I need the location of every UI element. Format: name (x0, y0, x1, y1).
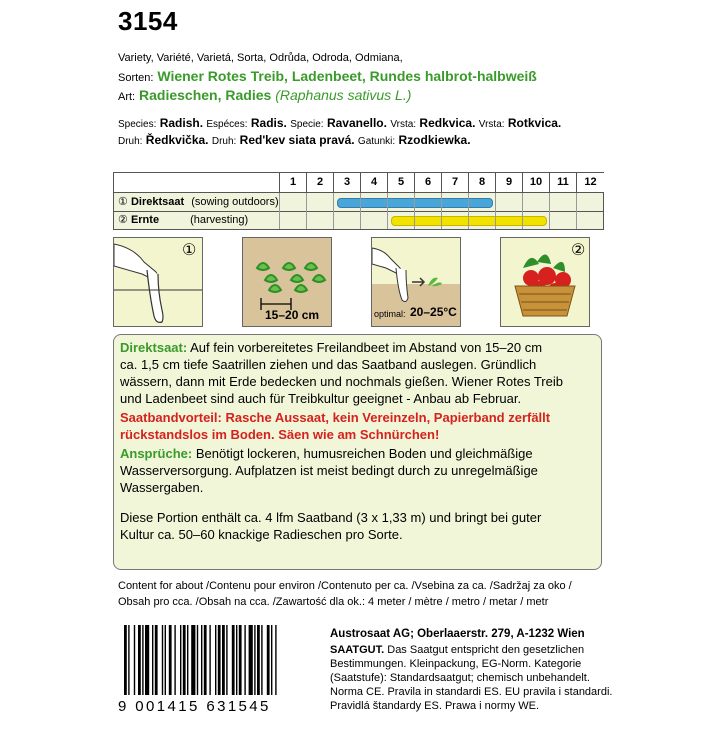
barcode-bar (239, 625, 242, 695)
harvest-step-marker: ② (571, 242, 586, 259)
ansprueche-paragraph (120, 445, 595, 496)
art-value: Radieschen, Radies (139, 87, 272, 103)
sowing-step-marker: ① (182, 242, 197, 259)
sowing-note: (sowing outdoors) (191, 196, 279, 208)
barcode-bar (145, 625, 149, 695)
species-value-fr: Radis. (250, 116, 287, 130)
barcode-bar (236, 625, 237, 695)
barcode-bar (152, 625, 153, 695)
barcode-bar (226, 625, 227, 695)
spacing-text: 15–20 cm (265, 308, 320, 322)
barcode-bar (134, 625, 135, 695)
saatgut-line-1 (330, 644, 584, 656)
barcode-bar (169, 625, 172, 695)
species-label-it: Specie: (290, 119, 324, 130)
saatgut-line-3: (Saatstufe): Standardsaatgut; chemisch unbehandelt. (330, 672, 590, 684)
druh-label-sk: Druh: (211, 136, 237, 147)
barcode-bar (174, 625, 175, 695)
variety-line: Variety, Variété, Varietá, Sorta, Odrůda, Odroda, Odmiana, (118, 52, 403, 64)
portion-line-1: Diese Portion enthält ca. 4 lfm Saatband (3 x 1,33 m) und bringt bei guter (120, 510, 542, 525)
barcode-bar (257, 625, 260, 695)
barcode-bar (244, 625, 245, 695)
portion-paragraph (120, 509, 595, 543)
druh-value-sk: Red'kev siata pravá. (239, 133, 355, 147)
panel-harvest (500, 237, 590, 327)
calendar-gridline (306, 193, 307, 229)
barcode-bar (197, 625, 198, 695)
saatgut-text-1: Das Saatgut entspricht den gesetzlichen (384, 644, 585, 656)
panel-temperature (371, 237, 461, 327)
harvest-note: (harvesting) (190, 214, 249, 226)
sorten-value: Wiener Rotes Treib, Ladenbeet, Rundes halbrot-halbweiß (157, 68, 537, 84)
calendar-gridline (333, 193, 334, 229)
ansprueche-line-1: Benötigt lockeren, humusreichen Boden und gleichmäßige (195, 446, 533, 461)
month-cell: 8 (468, 173, 495, 192)
saatgut-head: SAATGUT. (330, 644, 385, 656)
panel-spacing (242, 237, 332, 327)
calendar-gridline (387, 193, 388, 229)
temp-prefix: optimal: (374, 309, 406, 319)
sorten-label: Sorten: (118, 72, 154, 84)
saatgut-line-5: Pravidlá štandardy ES. Prawa i normy WE. (330, 700, 540, 712)
month-cell: 6 (414, 173, 441, 192)
calendar-gridline (441, 193, 442, 229)
barcode-bar (271, 625, 272, 695)
barcode-bar (209, 625, 210, 695)
calendar-row-harvest (114, 211, 603, 229)
art-label: Art: (118, 91, 136, 103)
druh-label-cz: Druh: (118, 136, 143, 147)
barcode-bar (142, 625, 143, 695)
barcode-bar (222, 625, 225, 695)
barcode-bar (187, 625, 188, 695)
calendar-gridline (360, 193, 361, 229)
panel-sowing (113, 237, 203, 327)
species-line (118, 116, 561, 130)
month-cell: 2 (306, 173, 333, 192)
species-label-hr: Vrsta: (478, 119, 505, 130)
portion-line-2: Kultur ca. 50–60 knackige Radieschen pro Sorte. (120, 527, 403, 542)
art-line (118, 87, 411, 103)
druh-line (118, 133, 471, 147)
instructions-box (113, 334, 602, 570)
month-cell: 11 (549, 173, 576, 192)
month-cell: 3 (333, 173, 360, 192)
barcode-bar (275, 625, 276, 695)
month-cell: 10 (522, 173, 549, 192)
calendar-gridline (576, 193, 577, 229)
ansprueche-head: Ansprüche: (120, 446, 193, 461)
druh-value-cz: Ředkvička. (145, 133, 209, 147)
company-address: Austrosaat AG; Oberlaaerstr. 279, A-1232 Wien (330, 628, 585, 640)
barcode-bar (204, 625, 207, 695)
saatgut-line-2: Bestimmungen. Kleinpackung, EG-Norm. Kategorie (330, 658, 582, 670)
barcode-bar (155, 625, 158, 695)
species-value-hr: Rotkvica. (507, 116, 562, 130)
harvest-label: Ernte (130, 214, 160, 226)
species-label-fr: Espéces: (206, 119, 248, 130)
barcode-bar (249, 625, 253, 695)
barcode-bar (180, 625, 181, 695)
calendar-gridline (549, 193, 550, 229)
art-latin: (Raphanus sativus L.) (275, 87, 412, 103)
month-cell: 4 (360, 173, 387, 192)
content-line-2: Obsah pro cca. /Obsah na cca. /Zawartość dla ok.: 4 meter / mètre / metro / metar / metr (118, 596, 549, 608)
month-cell: 7 (441, 173, 468, 192)
direktsaat-line-2: ca. 1,5 cm tiefe Saatrillen ziehen und das Saatband auslegen. Gründlich (120, 357, 537, 372)
barcode-image (118, 625, 318, 701)
calendar-header (114, 173, 603, 193)
product-code: 3154 (118, 6, 178, 36)
calendar-row-sowing (114, 193, 603, 212)
barcode-bar (162, 625, 163, 695)
ansprueche-line-2: Wasserversorgung. Aufplatzen ist meist bedingt durch zu unregelmäßige (120, 463, 538, 478)
direktsaat-head: Direktsaat: (120, 340, 188, 355)
saatband-line-1: Saatbandvorteil: Rasche Aussaat, kein Vereinzeln, Papierband zerfällt (120, 410, 551, 425)
harvest-marker: ② (118, 214, 128, 226)
barcode-bar (261, 625, 262, 695)
barcode-bar (191, 625, 195, 695)
barcode-bar (232, 625, 235, 695)
calendar-gridline (279, 193, 280, 229)
species-label-sl: Vrsta: (390, 119, 417, 130)
ansprueche-line-3: Wassergaben. (120, 480, 204, 495)
barcode-bar (183, 625, 186, 695)
sorten-line (118, 68, 537, 84)
month-cell: 9 (495, 173, 522, 192)
calendar-gridline (414, 193, 415, 229)
saatband-line-2: rückstandslos im Boden. Säen wie am Schnürchen! (120, 427, 440, 442)
saatband-paragraph (120, 409, 595, 443)
barcode-number: 9 001415 631545 (118, 698, 271, 715)
direktsaat-line-1: Auf fein vorbereitetes Freilandbeet im Abstand von 15–20 cm (190, 340, 543, 355)
direktsaat-line-4: und Ladenbeet sind auch für Treibkultur geeignet - Anbau ab Februar. (120, 391, 522, 406)
sowing-calendar (113, 172, 604, 230)
calendar-gridline (495, 193, 496, 229)
species-label-en: Species: (118, 119, 157, 130)
barcode-bar (254, 625, 255, 695)
species-value-sl: Redkvica. (419, 116, 476, 130)
month-cell: 5 (387, 173, 414, 192)
month-cell: 1 (279, 173, 306, 192)
temp-value: 20–25°C (410, 305, 457, 319)
barcode-bar (128, 625, 129, 695)
barcode-bar (218, 625, 221, 695)
species-value-it: Ravanello. (326, 116, 387, 130)
druh-value-pl: Rzodkiewka. (398, 133, 471, 147)
sowing-label: Direktsaat (130, 196, 185, 208)
saatgut-line-4: Norma CE. Pravila in standardi ES. EU pravila i standardi. (330, 686, 613, 698)
barcode-bar (138, 625, 141, 695)
barcode-bar (267, 625, 270, 695)
sowing-marker: ① (118, 196, 128, 208)
direktsaat-line-3: wässern, dann mit Erde bedecken und nochmals gießen. Wiener Rotes Treib (120, 374, 563, 389)
barcode-bar (124, 625, 127, 695)
druh-label-pl: Gatunki: (357, 136, 396, 147)
direktsaat-paragraph (120, 339, 595, 407)
calendar-gridline (468, 193, 469, 229)
species-value-en: Radish. (159, 116, 204, 130)
barcode-bar (165, 625, 166, 695)
content-line-1: Content for about /Contenu pour environ /Contenuto per ca. /Vsebina za ca. /Sadržaj za oko / (118, 580, 572, 592)
calendar-gridline (522, 193, 523, 229)
month-cell: 12 (576, 173, 604, 192)
barcode-bar (215, 625, 216, 695)
barcode-bar (201, 625, 202, 695)
